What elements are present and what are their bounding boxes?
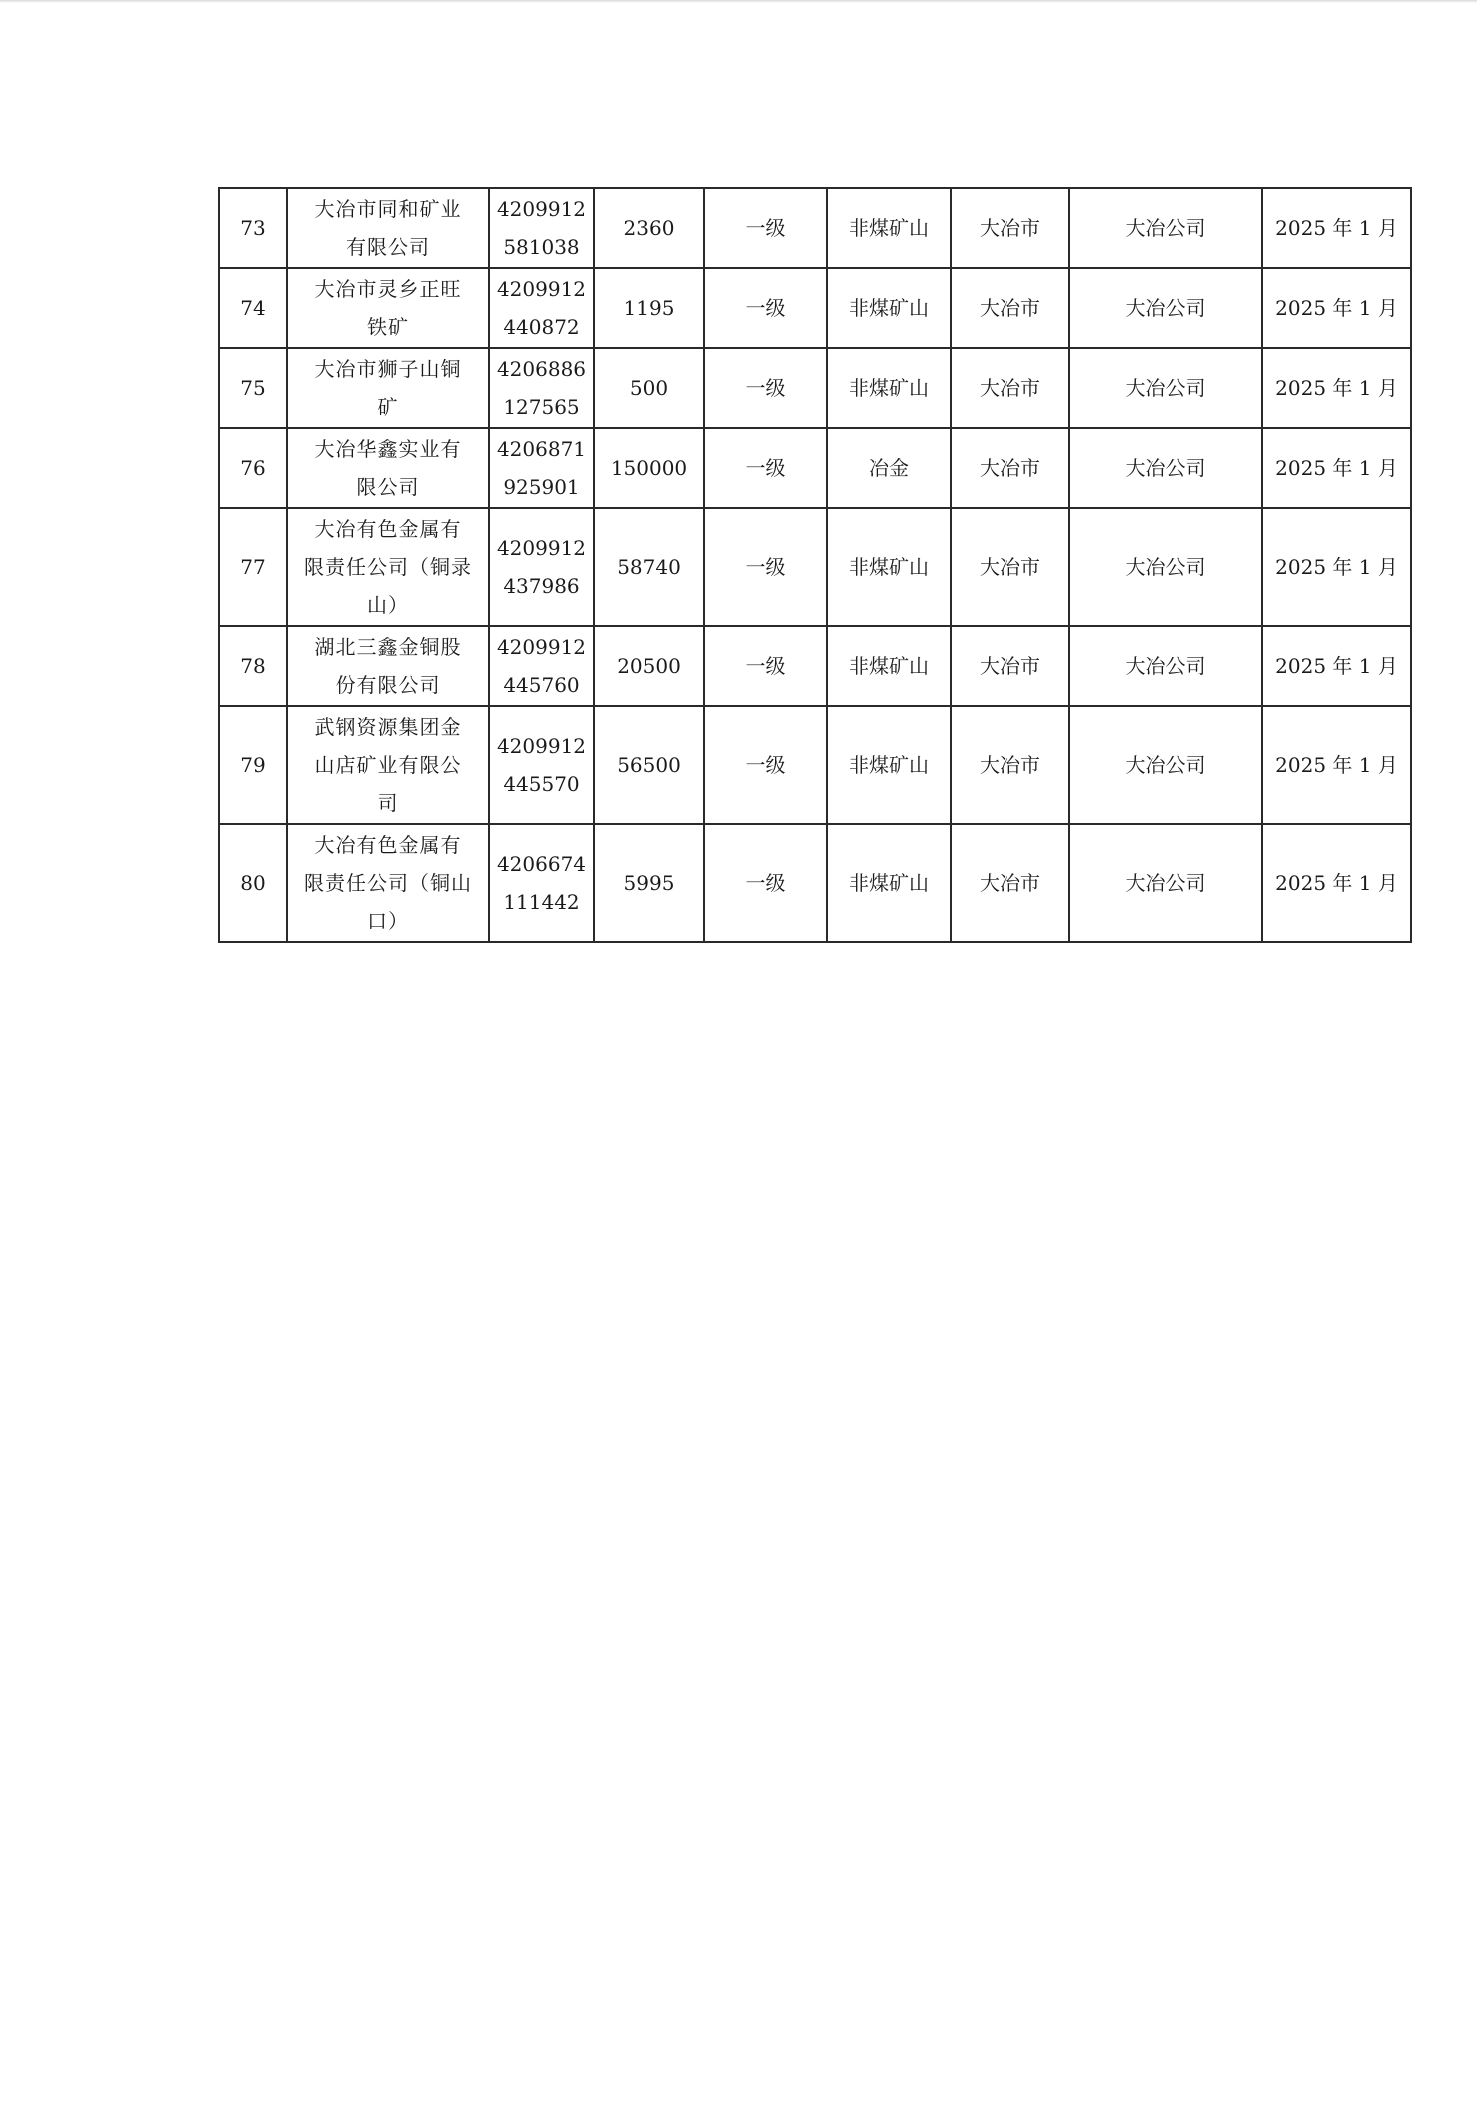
- company-name: 大冶有色金属有 限责任公司（铜山 口）: [287, 824, 489, 942]
- company-code: 4206871 925901: [489, 428, 594, 508]
- date-cell: 2025 年 1 月: [1262, 508, 1411, 626]
- unit-cell: 大冶公司: [1069, 428, 1262, 508]
- row-number: 73: [219, 188, 287, 268]
- unit-cell: 大冶公司: [1069, 348, 1262, 428]
- category-cell: 非煤矿山: [827, 824, 951, 942]
- row-number: 76: [219, 428, 287, 508]
- city-cell: 大冶市: [951, 824, 1069, 942]
- company-name: 大冶市灵乡正旺 铁矿: [287, 268, 489, 348]
- enterprise-table: [218, 187, 1412, 943]
- date-cell: 2025 年 1 月: [1262, 824, 1411, 942]
- category-cell: 非煤矿山: [827, 268, 951, 348]
- date-cell: 2025 年 1 月: [1262, 428, 1411, 508]
- category-cell: 冶金: [827, 428, 951, 508]
- category-cell: 非煤矿山: [827, 188, 951, 268]
- company-code: 4206886 127565: [489, 348, 594, 428]
- category-cell: 非煤矿山: [827, 626, 951, 706]
- company-code: 4209912 437986: [489, 508, 594, 626]
- table-row: [219, 268, 1411, 348]
- company-code: 4209912 581038: [489, 188, 594, 268]
- row-number: 80: [219, 824, 287, 942]
- level-cell: 一级: [704, 348, 827, 428]
- company-name: 大冶市狮子山铜 矿: [287, 348, 489, 428]
- table-row: [219, 824, 1411, 942]
- category-cell: 非煤矿山: [827, 706, 951, 824]
- city-cell: 大冶市: [951, 626, 1069, 706]
- city-cell: 大冶市: [951, 268, 1069, 348]
- table-row: [219, 428, 1411, 508]
- date-cell: 2025 年 1 月: [1262, 188, 1411, 268]
- unit-cell: 大冶公司: [1069, 824, 1262, 942]
- date-cell: 2025 年 1 月: [1262, 268, 1411, 348]
- row-number: 75: [219, 348, 287, 428]
- unit-cell: 大冶公司: [1069, 626, 1262, 706]
- company-name: 大冶市同和矿业 有限公司: [287, 188, 489, 268]
- level-cell: 一级: [704, 188, 827, 268]
- level-cell: 一级: [704, 706, 827, 824]
- table-row: [219, 348, 1411, 428]
- category-cell: 非煤矿山: [827, 508, 951, 626]
- value-cell: 2360: [594, 188, 704, 268]
- page-scan-edge: [0, 0, 1477, 3]
- date-cell: 2025 年 1 月: [1262, 626, 1411, 706]
- level-cell: 一级: [704, 268, 827, 348]
- date-cell: 2025 年 1 月: [1262, 706, 1411, 824]
- company-code: 4209912 445760: [489, 626, 594, 706]
- value-cell: 20500: [594, 626, 704, 706]
- city-cell: 大冶市: [951, 428, 1069, 508]
- value-cell: 5995: [594, 824, 704, 942]
- value-cell: 1195: [594, 268, 704, 348]
- table-row: [219, 626, 1411, 706]
- value-cell: 56500: [594, 706, 704, 824]
- unit-cell: 大冶公司: [1069, 706, 1262, 824]
- city-cell: 大冶市: [951, 508, 1069, 626]
- table-row: [219, 188, 1411, 268]
- value-cell: 150000: [594, 428, 704, 508]
- date-cell: 2025 年 1 月: [1262, 348, 1411, 428]
- unit-cell: 大冶公司: [1069, 188, 1262, 268]
- level-cell: 一级: [704, 824, 827, 942]
- company-name: 武钢资源集团金 山店矿业有限公 司: [287, 706, 489, 824]
- level-cell: 一级: [704, 508, 827, 626]
- city-cell: 大冶市: [951, 188, 1069, 268]
- unit-cell: 大冶公司: [1069, 268, 1262, 348]
- city-cell: 大冶市: [951, 348, 1069, 428]
- table-row: [219, 706, 1411, 824]
- company-name: 大冶华鑫实业有 限公司: [287, 428, 489, 508]
- company-name: 湖北三鑫金铜股 份有限公司: [287, 626, 489, 706]
- row-number: 77: [219, 508, 287, 626]
- company-code: 4206674 111442: [489, 824, 594, 942]
- row-number: 74: [219, 268, 287, 348]
- company-code: 4209912 440872: [489, 268, 594, 348]
- level-cell: 一级: [704, 626, 827, 706]
- row-number: 78: [219, 626, 287, 706]
- company-code: 4209912 445570: [489, 706, 594, 824]
- value-cell: 58740: [594, 508, 704, 626]
- table-row: [219, 508, 1411, 626]
- city-cell: 大冶市: [951, 706, 1069, 824]
- row-number: 79: [219, 706, 287, 824]
- category-cell: 非煤矿山: [827, 348, 951, 428]
- level-cell: 一级: [704, 428, 827, 508]
- unit-cell: 大冶公司: [1069, 508, 1262, 626]
- company-name: 大冶有色金属有 限责任公司（铜录 山）: [287, 508, 489, 626]
- value-cell: 500: [594, 348, 704, 428]
